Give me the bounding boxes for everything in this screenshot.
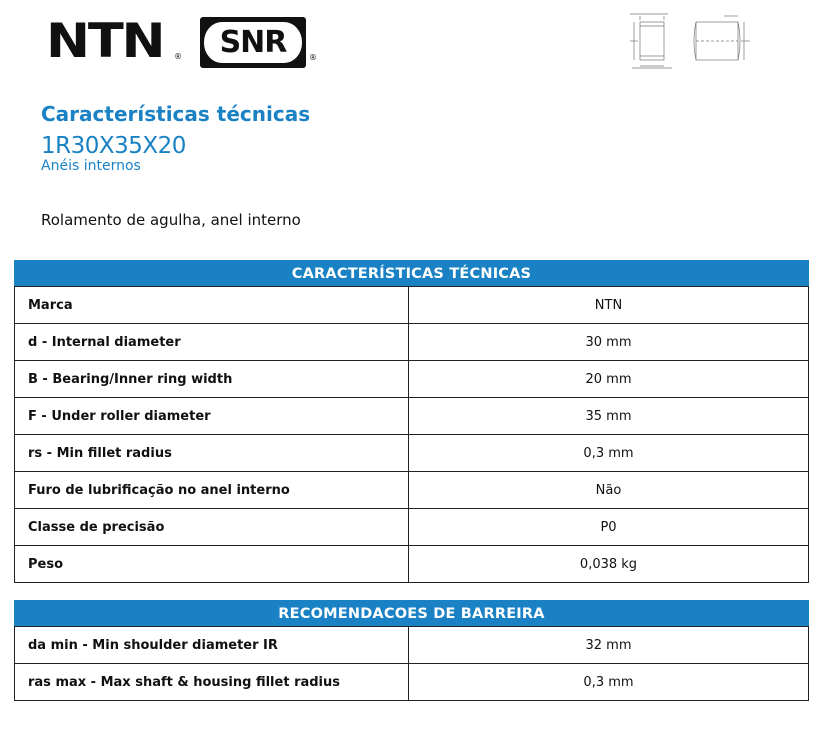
row-value: Não — [409, 472, 809, 509]
row-label: ras max - Max shaft & housing fillet radius — [15, 664, 409, 701]
table-row — [15, 664, 809, 701]
table-row — [15, 546, 809, 583]
row-label: Marca — [15, 287, 409, 324]
table-row — [15, 472, 809, 509]
row-value: 0,3 mm — [409, 435, 809, 472]
inner-ring-drawing — [628, 10, 752, 72]
ntn-logo — [46, 14, 164, 69]
product-description: Rolamento de agulha, anel interno — [41, 211, 301, 229]
barrier-recommendations-section — [14, 600, 809, 701]
table-row — [15, 361, 809, 398]
row-label: Peso — [15, 546, 409, 583]
product-category: Anéis internos — [41, 158, 141, 174]
row-value: 0,038 kg — [409, 546, 809, 583]
snr-registered-mark: ® — [309, 53, 317, 62]
page-title: Características técnicas — [41, 102, 311, 126]
snr-logo-text: SNR — [219, 25, 287, 60]
row-label: Classe de precisão — [15, 509, 409, 546]
row-label: d - Internal diameter — [15, 324, 409, 361]
row-value: 0,3 mm — [409, 664, 809, 701]
row-value: P0 — [409, 509, 809, 546]
row-label: Furo de lubrificação no anel interno — [15, 472, 409, 509]
row-value: 20 mm — [409, 361, 809, 398]
technical-characteristics-section — [14, 260, 809, 583]
row-label: da min - Min shoulder diameter IR — [15, 627, 409, 664]
table-row — [15, 287, 809, 324]
section-header: CARACTERÍSTICAS TÉCNICAS — [14, 260, 809, 286]
recommendations-table — [14, 626, 809, 701]
specs-table — [14, 286, 809, 583]
row-label: F - Under roller diameter — [15, 398, 409, 435]
row-label: rs - Min fillet radius — [15, 435, 409, 472]
product-code: 1R30X35X20 — [41, 133, 186, 159]
row-value: NTN — [409, 287, 809, 324]
table-row — [15, 627, 809, 664]
row-label: B - Bearing/Inner ring width — [15, 361, 409, 398]
row-value: 32 mm — [409, 627, 809, 664]
table-row — [15, 435, 809, 472]
table-row — [15, 398, 809, 435]
ntn-registered-mark: ® — [174, 52, 182, 61]
row-value: 35 mm — [409, 398, 809, 435]
snr-logo — [200, 17, 306, 68]
ntn-logo-text: NTN — [46, 14, 164, 69]
table-row — [15, 509, 809, 546]
row-value: 30 mm — [409, 324, 809, 361]
section-header: RECOMENDACOES DE BARREIRA — [14, 600, 809, 626]
table-row — [15, 324, 809, 361]
